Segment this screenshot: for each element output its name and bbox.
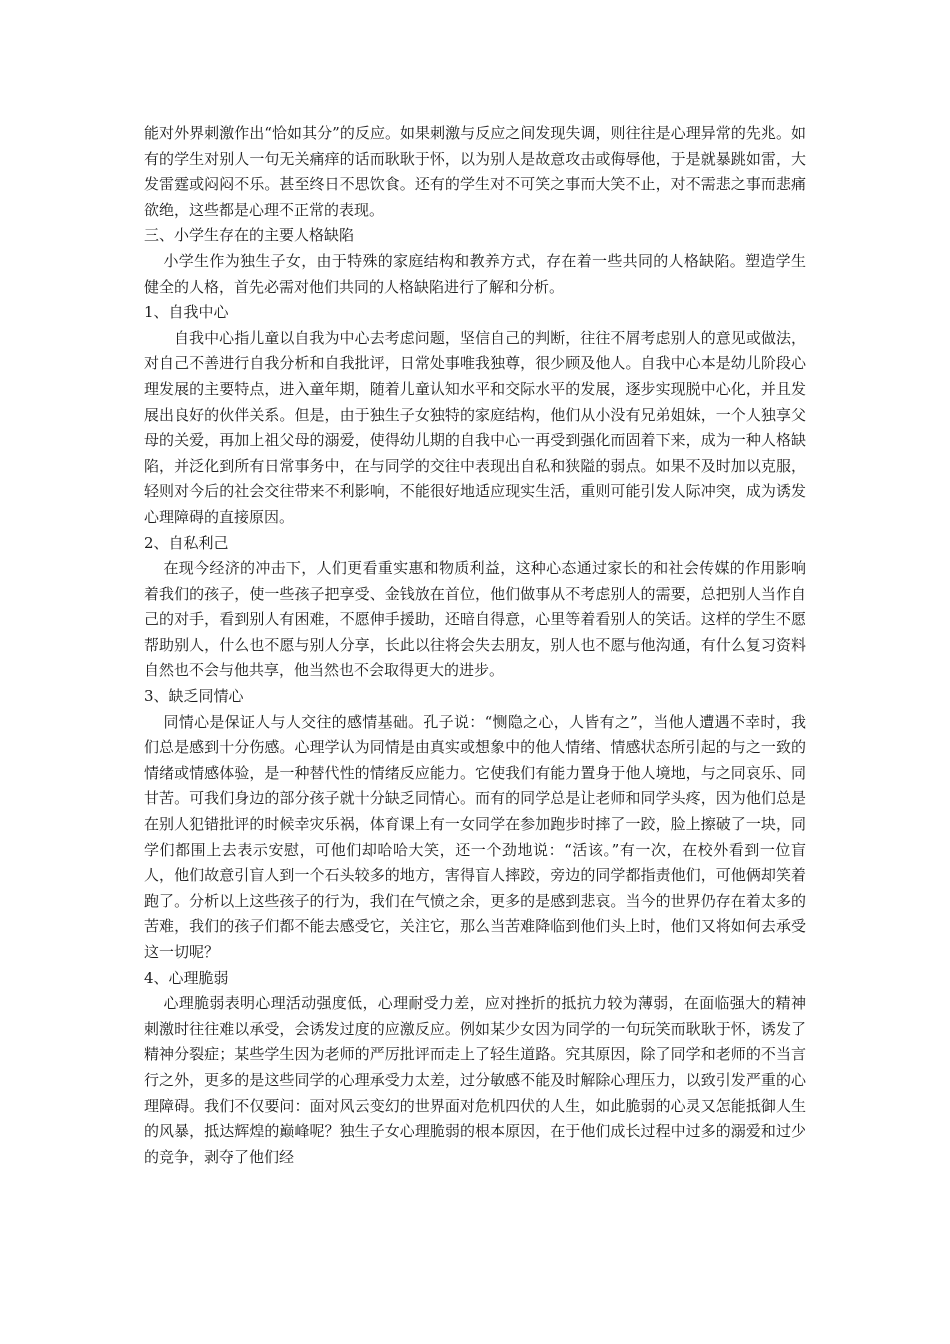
item-heading-lack-sympathy: 3、缺乏同情心: [144, 687, 244, 706]
intro-paragraph: 能对外界刺激作出“恰如其分”的反应。如果刺激与反应之间发现失调，则往往是心理异常的先兆。如有的学生对别人一句无关痛痒的话而耿耿于怀，以为别人是故意攻击或侮辱他，于是就暴跳如雷，大发雷霆或闷闷不乐。甚至终日不思饮食。还有的学生对不可笑之事而大笑不止，对不需悲之事而悲痛欲绝，这些都是心理不正常的表现。: [144, 124, 806, 219]
section-heading-3: 三、小学生存在的主要人格缺陷: [144, 226, 355, 245]
item-heading-self-centered: 1、自我中心: [144, 303, 229, 322]
item-heading-selfish: 2、自私利己: [144, 533, 229, 552]
item-heading-fragile: 4、心理脆弱: [144, 968, 229, 987]
document-page: [144, 121, 806, 1170]
item-paragraph-lack-sympathy: 同情心是保证人与人交往的感情基础。孔子说：“恻隐之心，人皆有之”，当他人遭遇不幸时，我们总是感到十分伤感。心理学认为同情是由真实或想象中的他人情绪、情感状态所引起的与之一致的情绪或情感体验，是一种替代性的情绪反应能力。它使我们有能力置身于他人境地，与之同哀乐、同甘苦。可我们身边的部分孩子就十分缺乏同情心。而有的同学总是让老师和同学头疼，因为他们总是在别人犯错批评的时候幸灾乐祸，体育课上有一女同学在参加跑步时摔了一跤，脸上擦破了一块，同学们都围上去表示安慰，可他们却哈哈大笑，还一个劲地说：“活该。”有一次，在校外看到一位盲人，他们故意引盲人到一个石头较多的地方，害得盲人摔跤，旁边的同学都指责他们，可他俩却笑着跑了。分析以上这些孩子的行为，我们在气愤之余，更多的是感到悲哀。当今的世界仍存在着太多的苦难，我们的孩子们都不能去感受它，关注它，那么当苦难降临到他们头上时，他们又将如何去承受这一切呢？: [144, 712, 806, 961]
item-paragraph-fragile: 心理脆弱表明心理活动强度低，心理耐受力差，应对挫折的抵抗力较为薄弱，在面临强大的精神刺激时往往难以承受，会诱发过度的应激反应。例如某少女因为同学的一句玩笑而耿耿于怀，诱发了精神分裂症；某些学生因为老师的严厉批评而走上了轻生道路。究其原因，除了同学和老师的不当言行之外，更多的是这些同学的心理承受力太差，过分敏感不能及时解除心理压力，以致引发严重的心理障碍。我们不仅要问：面对风云变幻的世界面对危机四伏的人生，如此脆弱的心灵又怎能抵御人生的风暴，抵达辉煌的巅峰呢？独生子女心理脆弱的根本原因，在于他们成长过程中过多的溺爱和过少的竞争，剥夺了他们经: [144, 994, 806, 1166]
item-paragraph-self-centered: 自我中心指儿童以自我为中心去考虑问题，坚信自己的判断，往往不屑考虑别人的意见或做法，对自己不善进行自我分析和自我批评，日常处事唯我独尊，很少顾及他人。自我中心本是幼儿阶段心理发展的主要特点，进入童年期，随着儿童认知水平和交际水平的发展，逐步实现脱中心化，并且发展出良好的伙伴关系。但是，由于独生子女独特的家庭结构，他们从小没有兄弟姐妹，一个人独享父母的关爱，再加上祖父母的溺爱，使得幼儿期的自我中心一再受到强化而固着下来，成为一种人格缺陷，并泛化到所有日常事务中，在与同学的交往中表现出自私和狭隘的弱点。如果不及时加以克服，轻则对今后的社会交往带来不利影响，不能很好地适应现实生活，重则可能引发人际冲突，成为诱发心理障碍的直接原因。: [144, 328, 806, 526]
item-paragraph-selfish: 在现今经济的冲击下，人们更看重实惠和物质利益，这种心态通过家长的和社会传媒的作用影响着我们的孩子，使一些孩子把享受、金钱放在首位，他们做事从不考虑别人的需要，总把别人当作自己的对手，看到别人有困难，不愿伸手援助，还暗自得意，心里等着看别人的笑话。这样的学生不愿帮助别人，什么也不愿与别人分享，长此以往将会失去朋友，别人也不愿与他沟通，有什么复习资料自然也不会与他共享，他当然也不会取得更大的进步。: [144, 559, 806, 680]
section-3-paragraph: 小学生作为独生子女，由于特殊的家庭结构和教养方式，存在着一些共同的人格缺陷。塑造学生健全的人格，首先必需对他们共同的人格缺陷进行了解和分析。: [144, 251, 806, 296]
